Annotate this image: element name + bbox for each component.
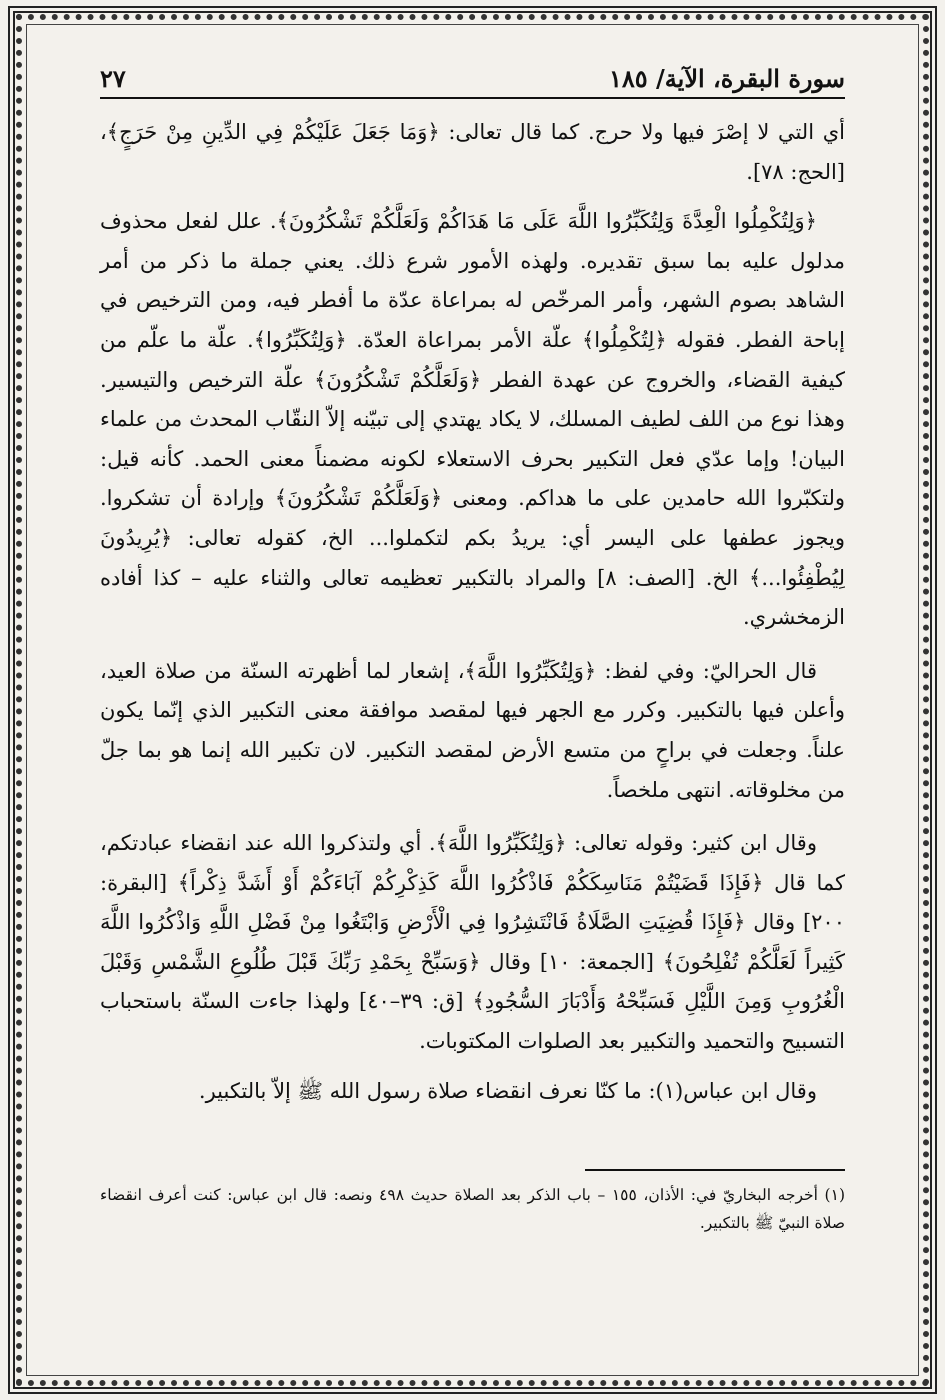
paragraph-1: أي التي لا إصْرَ فيها ولا حرج. كما قال تعالى: ﴿وَمَا جَعَلَ عَلَيْكُمْ فِي الدِّينِ مِنْ حَرَجٍ﴾، [الحج: ٧٨].	[100, 120, 845, 184]
page-number: ٢٧	[100, 64, 126, 93]
surah-title: سورة البقرة، الآية/ ١٨٥	[608, 64, 845, 93]
paragraph-2: ﴿وَلِتُكْمِلُوا الْعِدَّةَ وَلِتُكَبِّرُوا اللَّهَ عَلَى مَا هَدَاكُمْ وَلَعَلَّكُمْ تَشْكُرُونَ﴾. علل لفعل محذوف مدلول عليه بما سبق تقديره. ولهذه الأمور شرع ذلك. يعني جملة ما ذكر من أمر الشاهد بصوم الشهر، وأمر المرخّص له بمراعاة عدّة ما أفطر فيه، ومن الترخيص في إباحة الفطر. فقوله ﴿لِتُكْمِلُوا﴾ علّة الأمر بمراعاة العدّة. ﴿وَلِتُكَبِّرُوا﴾. علّة ما علّم من كيفية القضاء، والخروج عن عهدة الفطر ﴿وَلَعَلَّكُمْ تَشْكُرُونَ﴾ علّة الترخيص والتيسير. وهذا نوع من اللف لطيف المسلك، لا يكاد يهتدي إلى تبيّنه إلاّ النقّاب المحدث من علماء البيان! وإما عدّي فعل التكبير بحرف الاستعلاء لكونه مضمناً معنى الحمد. كأنه قيل: ولتكبّروا الله حامدين على ما هداكم. ومعنى ﴿وَلَعَلَّكُمْ تَشْكُرُونَ﴾ وإرادة أن تشكروا. ويجوز عطفها على اليسر أي: يريدُ بكم لتكملوا... الخ، كقوله تعالى: ﴿يُرِيدُونَ لِيُطْفِئُوا...﴾ الخ. [الصف: ٨] والمراد بالتكبير تعظيمه تعالى والثناء عليه – كذا أفاده الزمخشري.	[100, 209, 846, 630]
paragraph-4: وقال ابن كثير: وقوله تعالى: ﴿وَلِتُكَبِّرُوا اللَّهَ﴾. أي ولتذكروا الله عند انقضاء عبادتكم، كما قال ﴿فَإِذَا قَضَيْتُمْ مَنَاسِكَكُمْ فَاذْكُرُوا اللَّهَ كَذِكْرِكُمْ آبَاءَكُمْ أَوْ أَشَدَّ ذِكْراً﴾ [البقرة: ٢٠٠] وقال ﴿فَإِذَا قُضِيَتِ الصَّلَاةُ فَانْتَشِرُوا فِي الْأَرْضِ وَابْتَغُوا مِنْ فَضْلِ اللَّهِ وَاذْكُرُوا اللَّهَ كَثِيراً لَعَلَّكُمْ تُفْلِحُونَ﴾ [الجمعة: ١٠] وقال ﴿وَسَبِّحْ بِحَمْدِ رَبِّكَ قَبْلَ طُلُوعِ الشَّمْسِ وَقَبْلَ الْغُرُوبِ وَمِنَ اللَّيْلِ فَسَبِّحْهُ وَأَدْبَارَ السُّجُودِ﴾ [ق: ٣٩–٤٠] ولهذا جاءت السنّة باستحباب التسبيح والتحميد والتكبير بعد الصلوات المكتوبات.	[100, 831, 845, 1054]
paragraph-5: وقال ابن عباس(١): ما كنّا نعرف انقضاء صلاة رسول الله ﷺ إلاّ بالتكبير.	[198, 1078, 817, 1103]
footnote: (١) أخرجه البخاريّ في: الأذان، ١٥٥ – باب الذكر بعد الصلاة حديث ٤٩٨ ونصه: قال ابن عباس: كنت أعرف انقضاء صلاة النبيّ ﷺ بالتكبير.	[100, 1186, 845, 1233]
page-content	[100, 64, 845, 1237]
page-header	[100, 64, 845, 99]
footnote-divider	[585, 1169, 845, 1171]
paragraph-3: قال الحراليّ: وفي لفظ: ﴿وَلِتُكَبِّرُوا اللَّهَ﴾، إشعار لما أظهرته السنّة من صلاة العيد، وأعلن فيها بالتكبير. وكرر مع الجهر فيها لمقصد موافقة معنى التكبير الذي إنّما يكون علناً. وجعلت في براحٍ من متسع الأرض لمقصد التكبير. لان تكبير الله إنما هو بما جلّ من مخلوقاته. انتهى ملخصاً.	[100, 658, 845, 802]
